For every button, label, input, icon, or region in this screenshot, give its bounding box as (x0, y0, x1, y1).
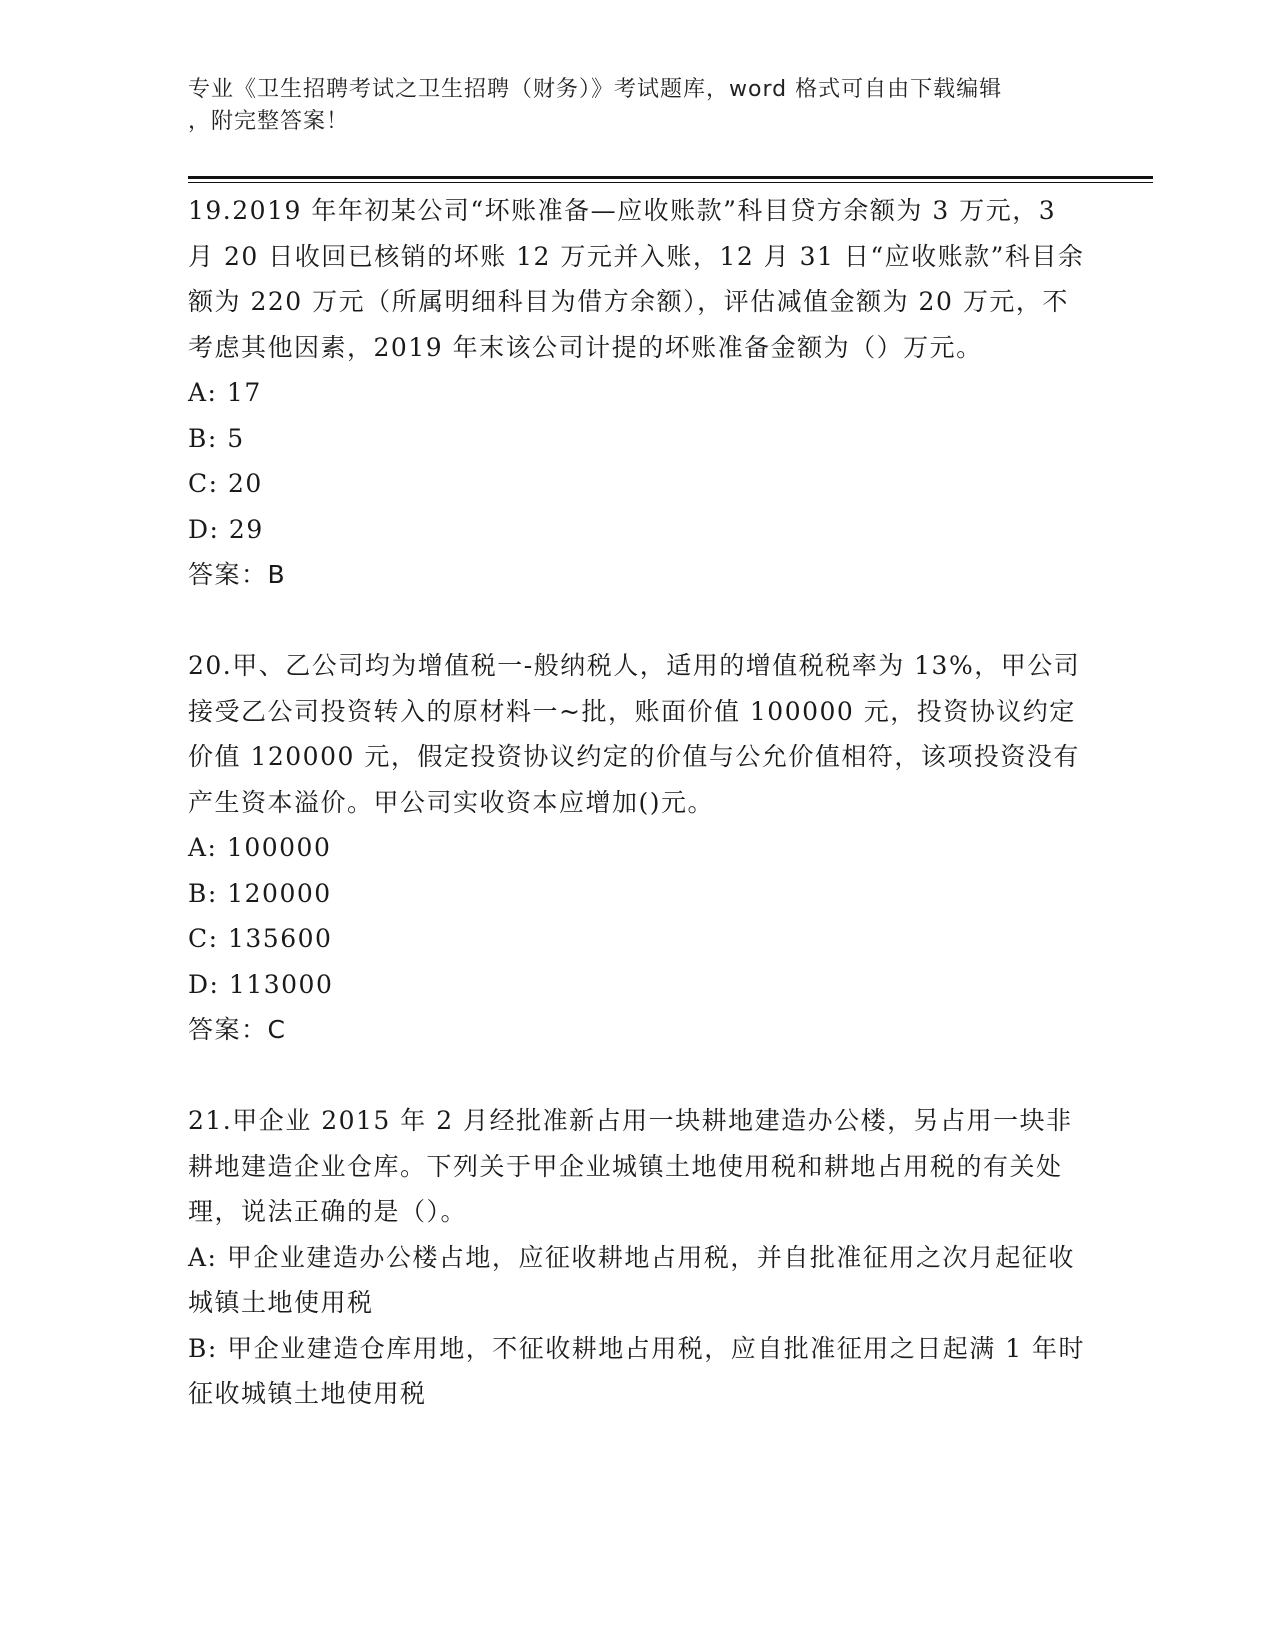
option-b: B: 5 (188, 423, 245, 453)
option-c: C: 135600 (188, 924, 333, 953)
header-line-2: ，附完整答案！ (188, 109, 350, 134)
option-a: A: 17 (188, 378, 262, 407)
question-text: 21.甲企业 2015 年 2 月经批准新占用一块耕地建造办公楼，另占用一块非耕地建造企业仓库。下列关于甲企业城镇土地使用税和耕地占用税的有关处理，说法正确的是（）。 (188, 1106, 1073, 1226)
question-list (188, 188, 1088, 1417)
option-d: D: 29 (188, 514, 264, 544)
option-b: B: 120000 (188, 878, 332, 908)
header-rule-thick (188, 176, 1153, 179)
question-21 (188, 1098, 1088, 1417)
option-d: D: 113000 (188, 969, 334, 999)
question-spacer (188, 1053, 1088, 1099)
header-rule-thin (188, 182, 1153, 183)
question-20 (188, 643, 1088, 1053)
option-c: C: 20 (188, 469, 263, 498)
answer-line: 答案：B (188, 560, 287, 589)
option-a: A: 100000 (188, 833, 332, 862)
header-line-1: 专业《卫生招聘考试之卫生招聘（财务）》考试题库，word 格式可自由下载编辑 (188, 77, 1003, 102)
question-text: 19.2019 年年初某公司“坏账准备—应收账款”科目贷方余额为 3 万元，3 月 20 日收回已核销的坏账 12 万元并入账，12 月 31 日“应收账款”科目余额为 220 万元（所属明细科目为借方余额），评估减值金额为 20 万元，不考虑其他因素，2019 年末该公司计提的坏账准备金额为（）万元。 (188, 196, 1085, 362)
option-b: B: 甲企业建造仓库用地，不征收耕地占用税，应自批准征用之日起满 1 年时征收城镇土地使用税 (188, 1333, 1086, 1408)
question-text: 20.甲、乙公司均为增值税一-般纳税人，适用的增值税税率为 13%，甲公司接受乙公司投资转入的原材料一~批，账面价值 100000 元，投资协议约定价值 120000 元，假定投资协议约定的价值与公允价值相符，该项投资没有产生资本溢价。甲公司实收资本应增加()元。 (188, 651, 1081, 817)
answer-line: 答案：C (188, 1015, 287, 1044)
question-19 (188, 188, 1088, 598)
page-header (188, 74, 1068, 138)
option-a: A: 甲企业建造办公楼占地，应征收耕地占用税，并自批准征用之次月起征收城镇土地使用税 (188, 1242, 1075, 1317)
question-spacer (188, 598, 1088, 644)
